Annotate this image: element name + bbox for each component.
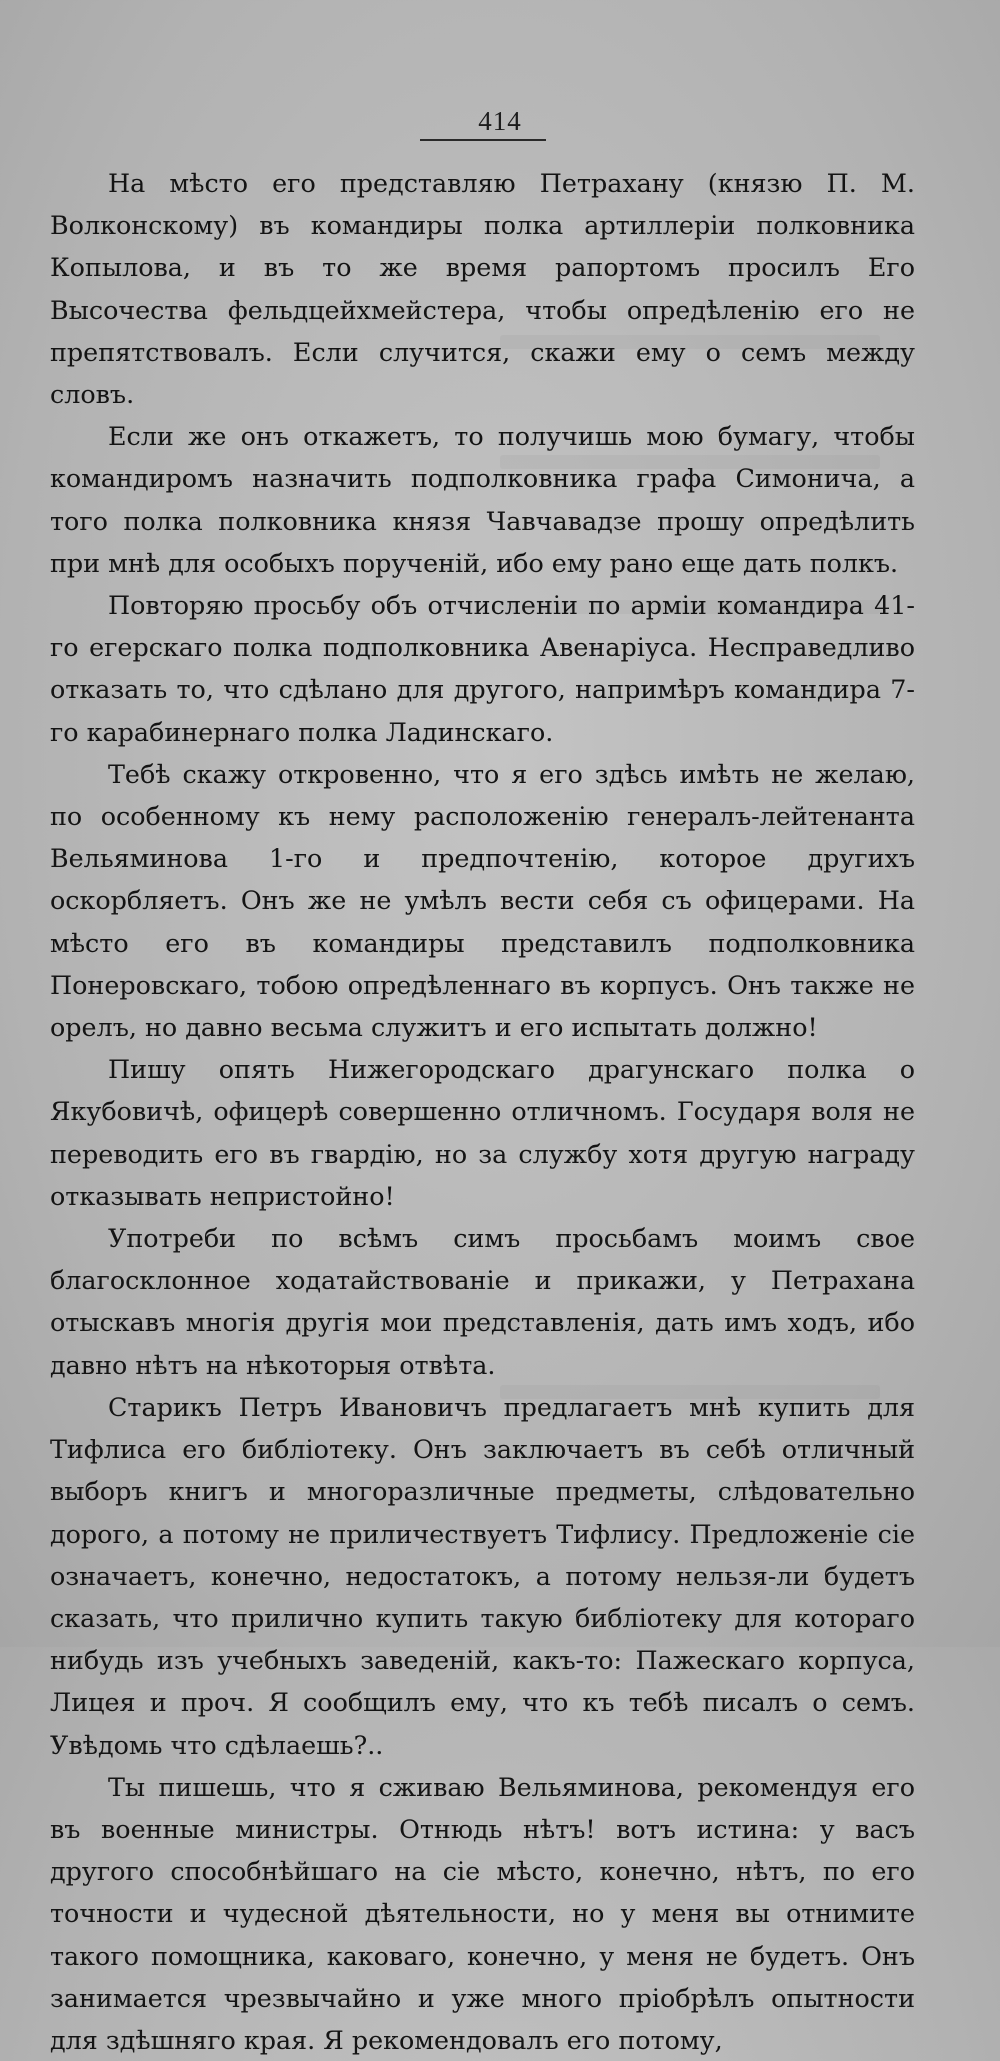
- paragraph: Старикъ Петръ Ивановичъ предлагаетъ мнѣ купить для Тифлиса его библіотеку. Онъ заключаетъ въ себѣ отличный выборъ книгъ и многоразличные предметы, слѣдовательно дорого, а потому не приличествуетъ Тифлису. Предложеніе сіе означаетъ, конечно, недостатокъ, а потому нельзя-ли будетъ сказать, что прилично купить такую библіотеку для котораго нибудь изъ учебныхъ заведеній, какъ-то: Пажескаго корпуса, Лицея и проч. Я сообщилъ ему, что къ тебѣ писалъ о семъ. Увѣдомь что сдѣлаешь?..: [50, 1391, 915, 1760]
- header-rule: [420, 139, 546, 141]
- paragraph: Повторяю просьбу объ отчисленіи по арміи командира 41-го егерскаго полка подполковника Авенаріуса. Несправедливо отказать то, что сдѣлано для другого, напримѣръ командира 7-го карабинернаго полка Ладинскаго.: [50, 590, 915, 747]
- paragraph: Тебѣ скажу откровенно, что я его здѣсь имѣть не желаю, по особенному къ нему расположенію генералъ-лейтенанта Вельяминова 1-го и предпочтенію, которое другихъ оскорбляетъ. Онъ же не умѣлъ вести себя съ офицерами. На мѣсто его въ командиры представилъ подполковника Понеровскаго, тобою опредѣленнаго въ корпусъ. Онъ также не орелъ, но давно весьма служитъ и его испытать должно!: [50, 758, 915, 1043]
- paragraph: Если же онъ откажетъ, то получишь мою бумагу, чтобы командиромъ назначить подполковника графа Симонича, а того полка полковника князя Чавчавадзе прошу опредѣлить при мнѣ для особыхъ порученій, ибо ему рано еще дать полкъ.: [50, 421, 915, 578]
- paragraph: Употреби по всѣмъ симъ просьбамъ моимъ свое благосклонное ходатайствованіе и прикажи, у Петрахана отыскавъ многія другія мои представленія, дать имъ ходъ, ибо давно нѣтъ на нѣкоторыя отвѣта.: [50, 1223, 915, 1380]
- body-text: [50, 162, 915, 2061]
- paragraph: Пишу опять Нижегородскаго драгунскаго полка о Якубовичѣ, офицерѣ совершенно отличномъ. Государя воля не переводить его въ гвардію, но за службу хотя другую награду отказывать непристойно!: [50, 1054, 915, 1211]
- paragraph: Ты пишешь, что я сживаю Вельяминова, рекомендуя его въ военные министры. Отнюдь нѣтъ! вотъ истина: у васъ другого способнѣйшаго на сіе мѣсто, конечно, нѣтъ, по его точности и чудесной дѣятельности, но у меня вы отнимите такого помощника, каковаго, конечно, у меня не будетъ. Онъ занимается чрезвычайно и уже много пріобрѣлъ опытности для здѣшняго края. Я рекомендовалъ его потому,: [50, 1771, 915, 2055]
- paragraph: На мѣсто его представляю Петрахану (князю П. М. Волконскому) въ командиры полка артиллеріи полковника Копылова, и въ то же время рапортомъ просилъ Его Высочества фельдцейхмейстера, чтобы опредѣленію его не препятствовалъ. Если случится, скажи ему о семъ между словъ.: [50, 168, 915, 410]
- page-number: 414: [478, 106, 522, 136]
